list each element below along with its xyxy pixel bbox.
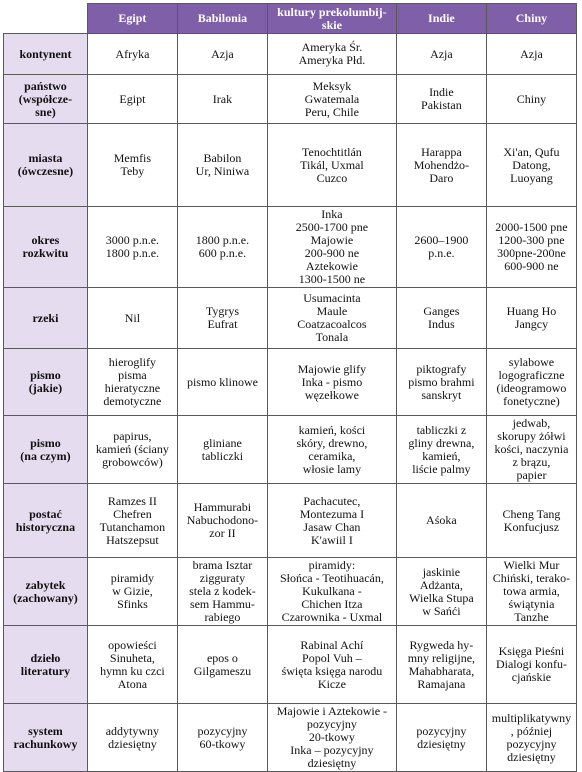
column-header-egipt: Egipt xyxy=(87,4,177,34)
table-row xyxy=(4,34,577,75)
table-row xyxy=(4,349,577,416)
table-cell: Tenochtitlán Tikál, Uxmal Cuzco xyxy=(267,124,396,207)
table-cell: epos o Gilgameszu xyxy=(177,626,267,704)
table-cell: Ameryka Śr. Ameryka Płd. xyxy=(267,34,396,75)
table-cell: pismo klinowe xyxy=(177,349,267,416)
table-cell: Inka 2500-1700 pne Majowie 200-900 ne Aztekowie 1300-1500 ne xyxy=(267,207,396,288)
row-header: miasta (ówczesne) xyxy=(4,124,88,207)
row-header: dzieło literatury xyxy=(4,626,88,704)
table-row xyxy=(4,704,577,772)
table-cell: piramidy: Słońca - Teotihuacán, Kukulkana - Chichen Itza Czarownika - Uxmal xyxy=(267,558,396,626)
table-cell: addytywny dziesiętny xyxy=(87,704,177,772)
table-cell: papirus, kamień (ściany grobowców) xyxy=(87,416,177,484)
column-header-chiny: Chiny xyxy=(486,4,576,34)
table-cell: sylabowe logograficzne (ideogramowo fonetyczne) xyxy=(486,349,576,416)
table-row xyxy=(4,626,577,704)
table-cell: jedwab, skorupy żółwi kości, naczynia z brązu, papier xyxy=(486,416,576,484)
table-cell: kamień, kości skóry, drewno, ceramika, włosie lamy xyxy=(267,416,396,484)
table-cell: Wielki Mur Chiński, terako- towa armia, świątynia Tanzhe xyxy=(486,558,576,626)
table-cell: 2000-1500 pne 1200-300 pne 300pne-200ne 600-900 ne xyxy=(486,207,576,288)
table-cell: Meksyk Gwatemala Peru, Chile xyxy=(267,75,396,124)
table-cell: multiplikatywny , później pozycyjny dziesiętny xyxy=(486,704,576,772)
table-cell: 2600–1900 p.n.e. xyxy=(396,207,486,288)
row-header: kontynent xyxy=(4,34,88,75)
table-cell: Xi'an, Qufu Datong, Luoyang xyxy=(486,124,576,207)
table-cell: Afryka xyxy=(87,34,177,75)
table-row xyxy=(4,416,577,484)
table-cell: Cheng Tang Konfucjusz xyxy=(486,484,576,558)
table-cell: Pachacutec, Montezuma I Jasaw Chan K'awiil I xyxy=(267,484,396,558)
table-row xyxy=(4,124,577,207)
table-cell: 1800 p.n.e. 600 p.n.e. xyxy=(177,207,267,288)
table-cell: Księga Pieśni Dialogi konfu- cjańskie xyxy=(486,626,576,704)
table-cell: Egipt xyxy=(87,75,177,124)
row-header: postać historyczna xyxy=(4,484,88,558)
table-cell: Tygrys Eufrat xyxy=(177,288,267,349)
table-cell: Majowie glify Inka - pismo węzełkowe xyxy=(267,349,396,416)
table-cell: Nil xyxy=(87,288,177,349)
row-header: pismo (na czym) xyxy=(4,416,88,484)
table-cell: opowieści Sinuheta, hymn ku czci Atona xyxy=(87,626,177,704)
table-cell: jaskinie Adżanta, Wielka Stupa w Sańći xyxy=(396,558,486,626)
table-row xyxy=(4,288,577,349)
table-cell: Rygweda hy- mny religijne, Mahabharata, Ramajana xyxy=(396,626,486,704)
table-cell: Huang Ho Jangcy xyxy=(486,288,576,349)
table-cell: Majowie i Aztekowie - pozycyjny 20-tkowy Inka – pozycyjny dziesiętny xyxy=(267,704,396,772)
table-cell: piktografy pismo brahmi sanskryt xyxy=(396,349,486,416)
row-header: system rachunkowy xyxy=(4,704,88,772)
table-cell: Rabinal Achí Popol Vuh – święta księga narodu Kicze xyxy=(267,626,396,704)
table-cell: piramidy w Gizie, Sfinks xyxy=(87,558,177,626)
row-header: pismo (jakie) xyxy=(4,349,88,416)
row-header: państwo (współcze- sne) xyxy=(4,75,88,124)
table-row xyxy=(4,207,577,288)
column-header-kultury-prekolumbijskie: kultury prekolumbij- skie xyxy=(267,4,396,34)
table-cell: pozycyjny dziesiętny xyxy=(396,704,486,772)
row-header: zabytek (zachowany) xyxy=(4,558,88,626)
table-cell: Babilon Ur, Niniwa xyxy=(177,124,267,207)
table-cell: Harappa Mohendżo- Daro xyxy=(396,124,486,207)
table-cell: Azja xyxy=(177,34,267,75)
table-cell: Hammurabi Nabuchodono- zor II xyxy=(177,484,267,558)
table-row xyxy=(4,558,577,626)
table-cell: Irak xyxy=(177,75,267,124)
table-cell: gliniane tabliczki xyxy=(177,416,267,484)
civilizations-table xyxy=(3,3,577,772)
row-header: rzeki xyxy=(4,288,88,349)
row-header: okres rozkwitu xyxy=(4,207,88,288)
table-cell: Ganges Indus xyxy=(396,288,486,349)
table-cell: Azja xyxy=(486,34,576,75)
table-row xyxy=(4,75,577,124)
corner-cell xyxy=(4,4,88,34)
table-cell: Ramzes II Chefren Tutanchamon Hatszepsut xyxy=(87,484,177,558)
table-cell: Usumacinta Maule Coatzacoalcos Tonala xyxy=(267,288,396,349)
header-row xyxy=(4,4,577,34)
table-cell: 3000 p.n.e. 1800 p.n.e. xyxy=(87,207,177,288)
table-cell: Indie Pakistan xyxy=(396,75,486,124)
table-cell: hieroglify pisma hieratyczne demotyczne xyxy=(87,349,177,416)
table-cell: Azja xyxy=(396,34,486,75)
table-row xyxy=(4,484,577,558)
table-cell: Chiny xyxy=(486,75,576,124)
table-cell: Aśoka xyxy=(396,484,486,558)
table-cell: Memfis Teby xyxy=(87,124,177,207)
column-header-indie: Indie xyxy=(396,4,486,34)
table-cell: pozycyjny 60-tkowy xyxy=(177,704,267,772)
column-header-babilonia: Babilonia xyxy=(177,4,267,34)
table-cell: brama Isztar zigguraty stela z kodek- sem Hammu- rabiego xyxy=(177,558,267,626)
table-cell: tabliczki z gliny drewna, kamień, liście palmy xyxy=(396,416,486,484)
